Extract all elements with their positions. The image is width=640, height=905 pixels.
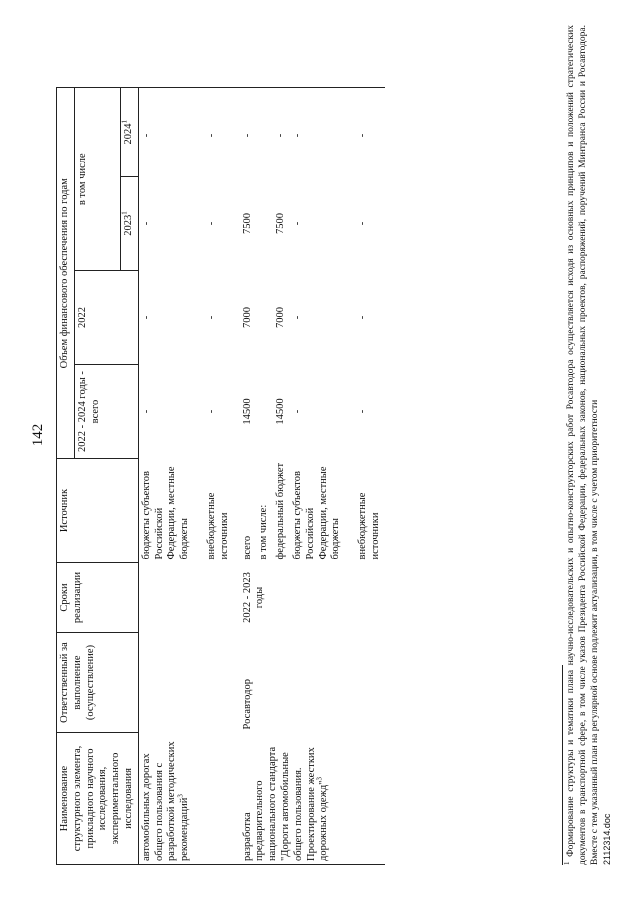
- table-body: [138, 88, 384, 865]
- header-2024: 2024$^1$: [120, 88, 138, 177]
- source-cell: бюджеты субъектов Российской Федерации, местные бюджеты: [140, 466, 191, 560]
- source-cell: бюджеты субъектов Российской Федерации, местные бюджеты: [291, 466, 342, 560]
- source-cell: в том числе:: [258, 504, 270, 560]
- header-2022: 2022: [74, 271, 138, 365]
- source-cell: федеральный бюджет: [275, 462, 287, 560]
- header-funding-group: Объем финансового обеспечения по годам: [57, 88, 75, 459]
- source-cell: внебюджетные источники: [357, 492, 381, 560]
- header-responsible: Ответственный за выполнение (осуществление): [57, 633, 139, 733]
- item2-period: 2022 - 2023 годы: [241, 572, 266, 623]
- table-row: автомобильных дорогах общего пользования с разработкой методических рекомендаций$^3$ бюджеты субъектов Российской Федерации, местные бюджеты - - - -: [138, 88, 194, 865]
- source-cell: внебюджетные источники: [205, 492, 230, 560]
- table-header: [57, 88, 139, 865]
- table-row: разработка предварительного национального стандарта "Дороги автомобильные общего пользования. Проектирование жестких дорожных одежд"$^3$ Росавтодор 2022 - 2023 годы всего 14500 7000 7500 -: [240, 88, 257, 865]
- header-total: 2022 - 2024 годы - всего: [74, 365, 138, 459]
- table-row: внебюджетные источники - - - -: [345, 88, 385, 865]
- item2-responsible: Росавтодор: [241, 679, 253, 730]
- table-row: внебюджетные источники - - - -: [194, 88, 234, 865]
- rotated-content: [20, 5, 620, 885]
- footnote-text: Формирование структуры и тематики плана научно-исследовательских и опытно-конструкторских работ Росавтодора осуществляется исходя из основных принципов и положений стратегических документов в транспортной сфере, в том числе указов Президента Российской Федерации, федеральных законов, национальных проектов, распоряжений, поручений Минтранса России и Росавтодора. Вместе с тем указанный план на регулярной основе подлежит актуализации, в том числе с учетом приоритетности: [566, 25, 600, 865]
- footnote: [562, 25, 602, 865]
- footnote-separator: [562, 665, 563, 865]
- item1-name: автомобильных дорогах общего пользования с разработкой методических рекомендаций$^3$: [138, 733, 233, 865]
- header-source: Источник: [57, 459, 139, 563]
- header-2023: 2023$^1$: [120, 177, 138, 271]
- table-row: бюджеты субъектов Российской Федерации, местные бюджеты - - - -: [290, 88, 345, 865]
- financing-table: [56, 87, 385, 865]
- header-name: Наименование структурного элемента, прикладного научного исследования, экспериментального исследования: [57, 733, 139, 865]
- header-period: Сроки реализации: [57, 563, 139, 633]
- source-cell: всего: [241, 535, 253, 560]
- item2-name: разработка предварительного национального стандарта "Дороги автомобильные общего пользования. Проектирование жестких дорожных одежд"$^3$: [240, 733, 385, 865]
- header-subgroup: в том числе: [74, 88, 120, 271]
- footnote-marker: 1: [562, 861, 571, 865]
- document-id: 2112314.doc: [602, 813, 612, 865]
- page-number: 142: [30, 423, 46, 447]
- table-row: федеральный бюджет 14500 7000 7500 -: [273, 88, 290, 865]
